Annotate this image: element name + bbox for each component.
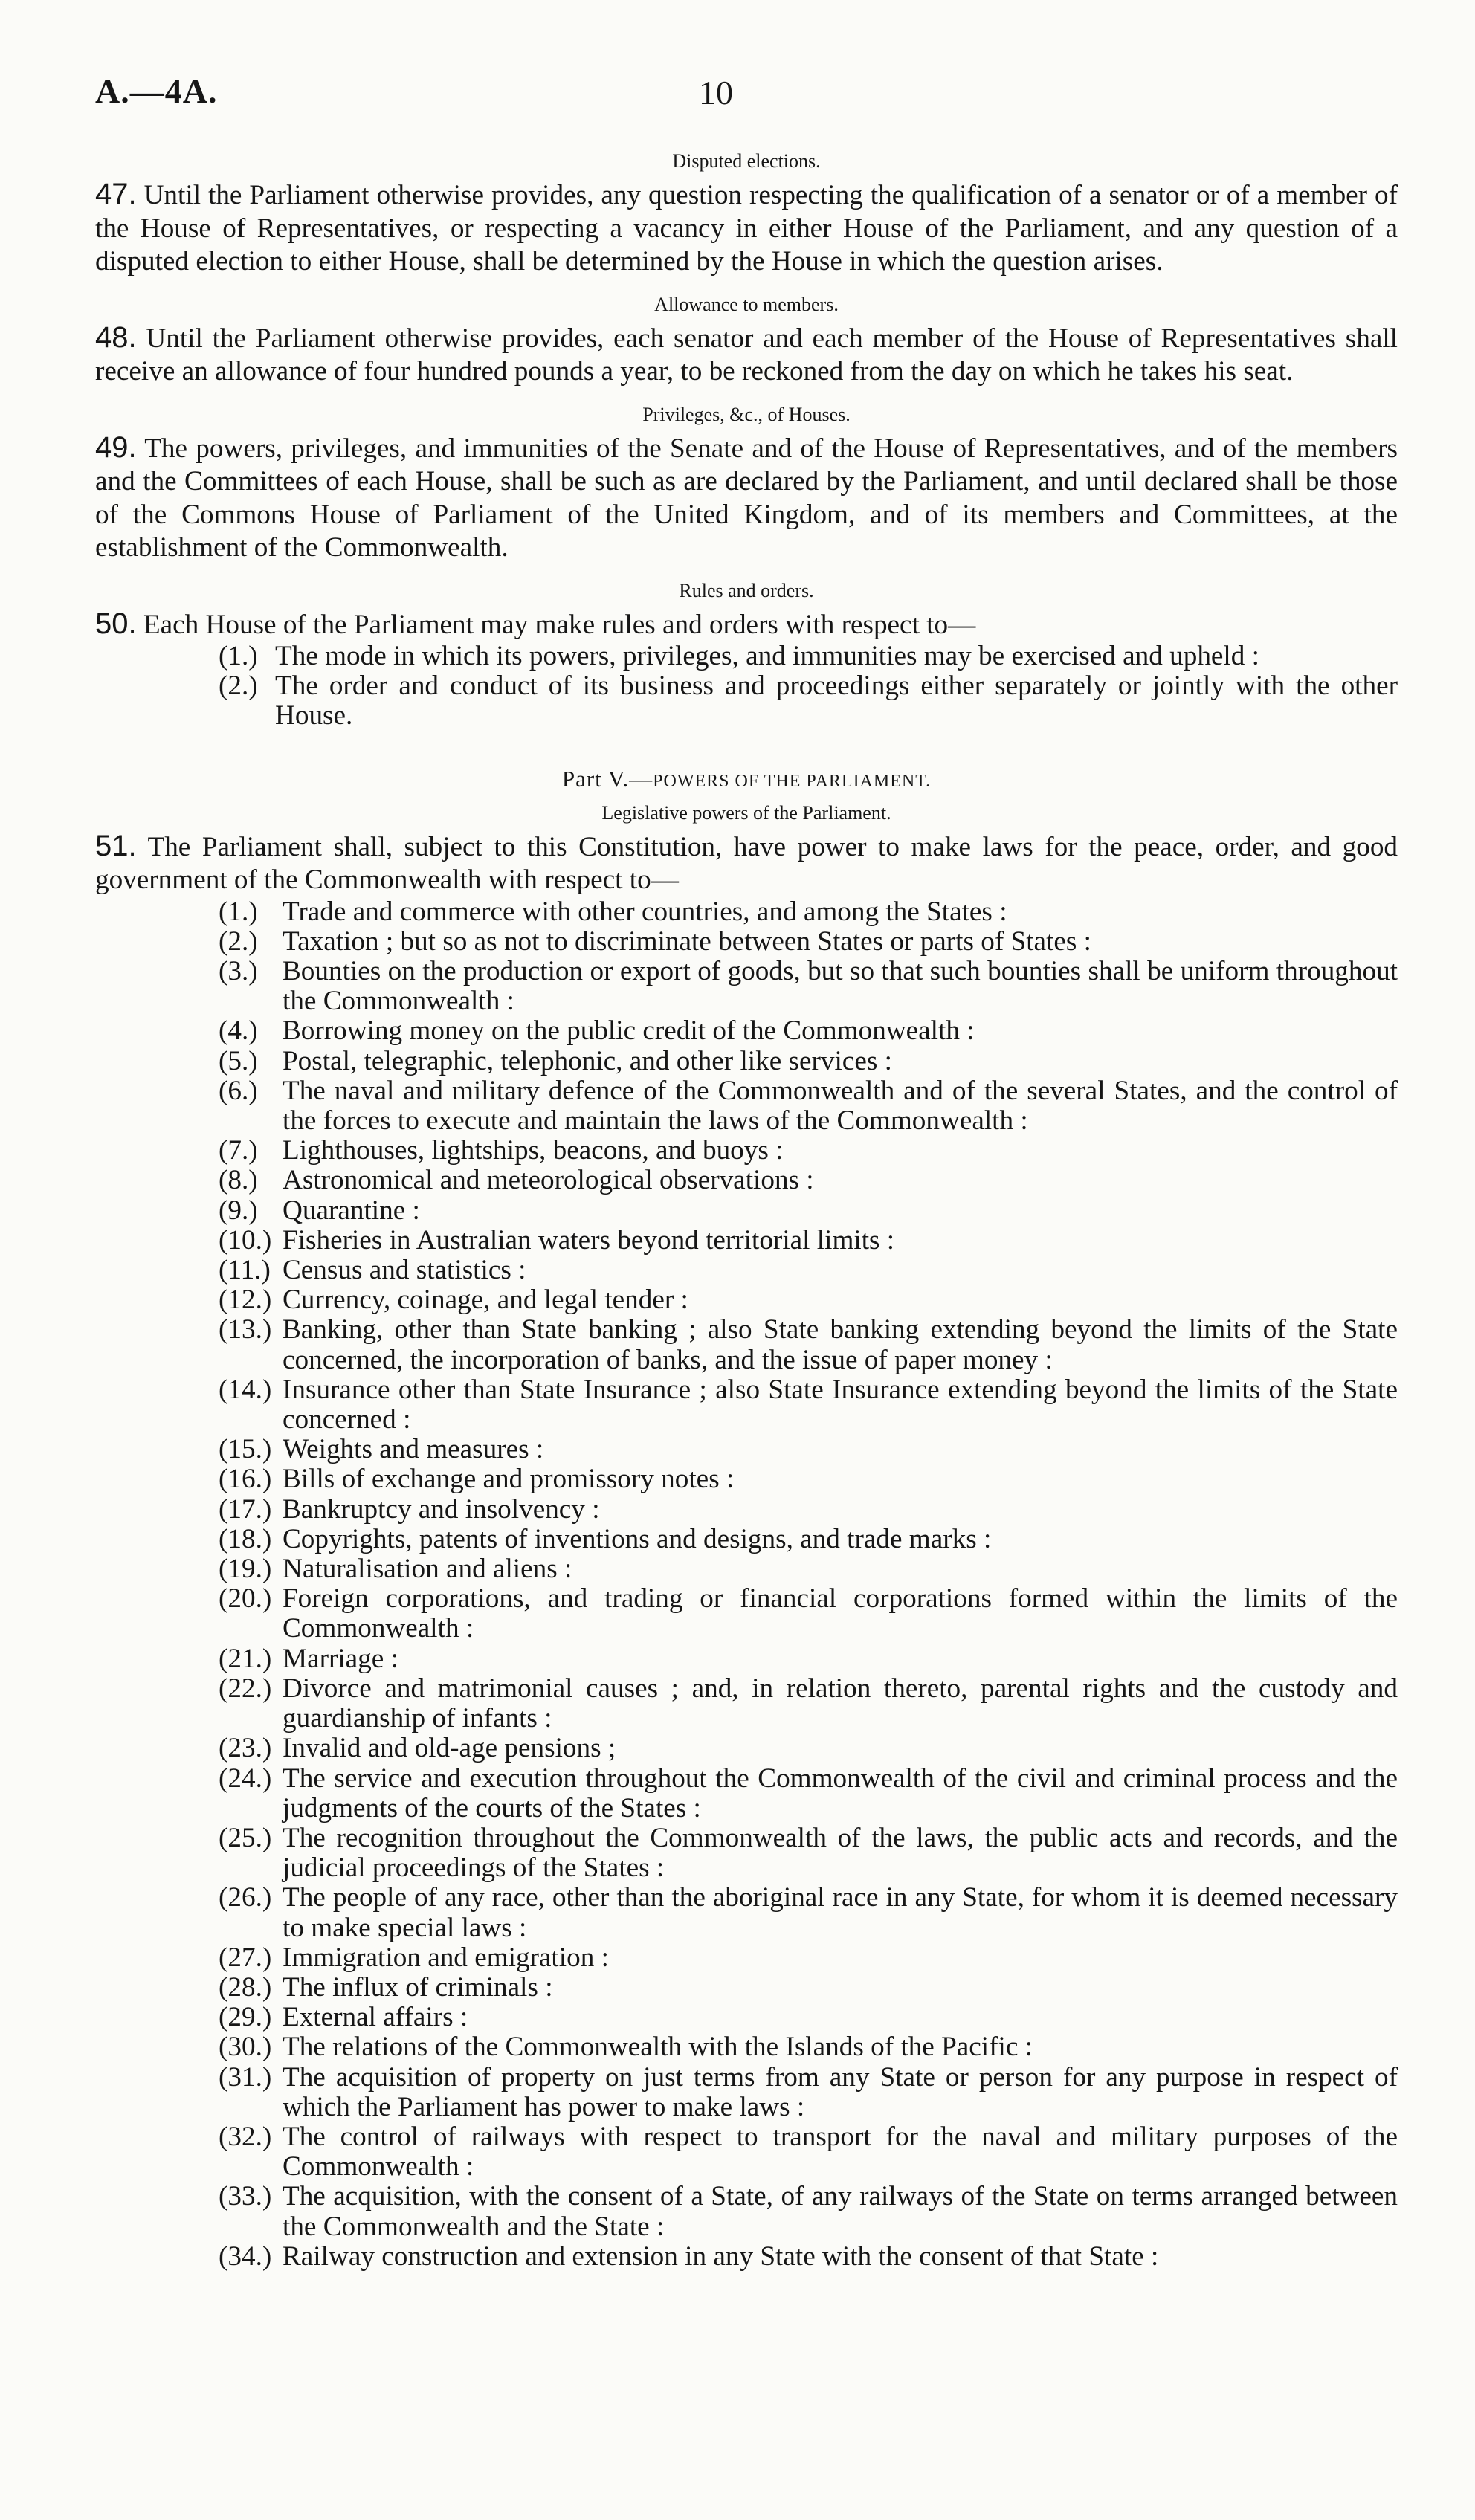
item-text: The acquisition, with the consent of a State, of any railways of the State on terms arranged between the Commonwealth and the State : [283,2181,1398,2242]
list-item [219,1584,1398,1644]
item-text: Currency, coinage, and legal tender : [283,1285,688,1316]
list-item [219,1196,1398,1226]
item-number: (26.) [219,1882,272,1913]
powers-list [219,897,1398,2272]
subsection-list [219,642,1398,731]
item-text: External affairs : [283,2002,468,2033]
part-title-prefix: Part V.— [561,765,653,792]
item-text: Divorce and matrimonial causes ; and, in relation thereto, parental rights and the custody and guardianship of infants : [283,1673,1398,1734]
list-item [219,1166,1398,1195]
item-text: The recognition throughout the Commonwealth of the laws, the public acts and records, and the judicial proceedings of the States : [283,1822,1398,1884]
list-item [219,1554,1398,1584]
section-paragraph [95,607,1398,642]
list-item [219,1047,1398,1076]
section-text: Until the Parliament otherwise provides, any question respecting the qualification of a senator or of a member of the House of Representatives, or respecting a vacancy in either House of the Parliament, and any question of a disputed election to either House, shall be determined by the House in which the question arises. [95,180,1398,277]
item-number: (32.) [219,2121,272,2152]
list-item [219,1435,1398,1464]
section-paragraph [95,830,1398,897]
item-number: (24.) [219,1763,272,1794]
item-number: (11.) [219,1255,271,1286]
item-number: (19.) [219,1554,272,1585]
item-number: (21.) [219,1643,272,1674]
item-text: Bills of exchange and promissory notes : [283,1464,735,1495]
item-number: (25.) [219,1822,272,1853]
section-heading: Disputed elections. [672,150,821,172]
document-reference: A.—4A. [95,72,218,110]
item-text: Fisheries in Australian waters beyond territorial limits : [283,1224,895,1256]
item-number: (2.) [219,671,258,702]
section-number: 48. [95,320,137,354]
section-number: 50. [95,607,137,640]
list-item [219,1943,1398,1973]
item-text: Foreign corporations, and trading or financial corporations formed within the limits of the Commonwealth : [283,1583,1398,1644]
item-number: (3.) [219,956,258,987]
item-text: Census and statistics : [283,1255,526,1286]
section-heading: Legislative powers of the Parliament. [601,801,891,824]
list-item [219,1644,1398,1674]
item-number: (1.) [219,641,258,671]
item-text: The people of any race, other than the aboriginal race in any State, for whom it is deemed necessary to make special laws : [283,1882,1398,1943]
list-item [219,1674,1398,1734]
section-text: The powers, privileges, and immunities of the Senate and of the House of Representatives, and of the members and the Committees of each House, shall be such as are declared by the Parliament, and until declared shall be those of the Commons House of Parliament of the United Kingdom, and of its members and Committees, at the establishment of the Commonwealth. [95,433,1398,563]
item-number: (31.) [219,2061,272,2093]
list-item [219,2063,1398,2122]
item-number: (27.) [219,1942,272,1973]
item-number: (18.) [219,1523,272,1554]
item-text: Weights and measures : [283,1434,544,1465]
list-item [219,671,1398,731]
list-item [219,1734,1398,1763]
item-text: Immigration and emigration : [283,1942,609,1973]
item-number: (12.) [219,1285,272,1316]
item-number: (14.) [219,1374,272,1405]
item-number: (8.) [219,1165,258,1196]
item-text: The acquisition of property on just terms from any State or person for any purpose in respect of which the Parliament has power to make laws : [283,2061,1398,2122]
section-paragraph [95,321,1398,389]
page-number: 10 [699,74,733,112]
list-item [219,1973,1398,2003]
item-text: Postal, telegraphic, telephonic, and other like services : [283,1045,892,1076]
item-number: (17.) [219,1493,272,1525]
part-title-rest: POWERS OF THE PARLIAMENT. [653,771,932,791]
item-number: (33.) [219,2181,272,2212]
section-heading: Allowance to members. [654,293,839,315]
list-item [219,1315,1398,1374]
item-text: Taxation ; but so as not to discriminate between States or parts of States : [283,925,1092,957]
item-number: (29.) [219,2002,272,2033]
section-number: 47. [95,178,137,210]
list-item [219,1136,1398,1166]
list-item [219,1883,1398,1942]
list-item [219,1823,1398,1883]
list-item [219,1764,1398,1823]
item-number: (20.) [219,1583,272,1615]
item-number: (9.) [219,1195,258,1226]
list-item [219,1375,1398,1435]
item-text: The naval and military defence of the Commonwealth and of the several States, and the control of the forces to execute and maintain the laws of the Commonwealth : [283,1075,1398,1137]
list-item [219,927,1398,957]
list-item [219,1495,1398,1525]
list-item [219,1076,1398,1136]
list-item [219,2182,1398,2241]
item-text: Copyrights, patents of inventions and designs, and trade marks : [283,1523,992,1554]
section-heading: Rules and orders. [679,579,814,601]
list-item [219,2242,1398,2272]
item-text: Banking, other than State banking ; also State banking extending beyond the limits of the State concerned, the incorporation of banks, and the issue of paper money : [283,1314,1398,1375]
item-number: (15.) [219,1434,272,1465]
item-number: (10.) [219,1224,272,1256]
item-text: Trade and commerce with other countries, and among the States : [283,896,1007,927]
item-text: The order and conduct of its business and proceedings either separately or jointly with the other House. [275,671,1398,731]
section-paragraph [95,178,1398,279]
list-item [219,2122,1398,2182]
item-number: (2.) [219,925,258,957]
item-number: (13.) [219,1314,272,1345]
item-text: The control of railways with respect to transport for the naval and military purposes of the Commonwealth : [283,2121,1398,2183]
item-text: Astronomical and meteorological observations : [283,1165,814,1196]
section-heading: Privileges, &c., of Houses. [642,403,851,425]
list-item [219,1226,1398,1256]
item-text: The relations of the Commonwealth with the Islands of the Pacific : [283,2032,1033,2063]
part-title [95,764,1398,796]
list-item [219,1285,1398,1315]
item-text: The service and execution throughout the Commonwealth of the civil and criminal process and the judgments of the courts of the States : [283,1763,1398,1823]
list-item [219,642,1398,671]
item-text: Marriage : [283,1643,398,1674]
item-number: (28.) [219,1971,272,2003]
section-text: Each House of the Parliament may make rules and orders with respect to— [143,609,976,640]
item-text: Bounties on the production or export of goods, but so that such bounties shall be uniform throughout the Commonwealth : [283,956,1398,1017]
item-number: (30.) [219,2032,272,2063]
item-number: (34.) [219,2240,272,2272]
list-item [219,897,1398,927]
item-number: (22.) [219,1673,272,1704]
section-number: 49. [95,430,137,464]
section-text: Until the Parliament otherwise provides, each senator and each member of the House of Representatives shall receive an allowance of four hundred pounds a year, to be reckoned from the day on which he takes his seat. [95,323,1398,387]
item-text: Lighthouses, lightships, beacons, and buoys : [283,1135,784,1166]
item-text: The mode in which its powers, privileges, and immunities may be exercised and upheld : [275,641,1259,671]
list-item [219,1525,1398,1554]
item-number: (6.) [219,1075,258,1106]
list-item [219,1464,1398,1494]
item-text: Insurance other than State Insurance ; also State Insurance extending beyond the limits of the State concerned : [283,1374,1398,1435]
list-item [219,2032,1398,2062]
section-text: The Parliament shall, subject to this Constitution, have power to make laws for the peace, order, and good government of the Commonwealth with respect to— [95,831,1398,896]
item-text: The influx of criminals : [283,1971,553,2003]
list-item [219,1016,1398,1046]
item-number: (16.) [219,1464,272,1495]
item-text: Railway construction and extension in any State with the consent of that State : [283,2240,1159,2272]
item-text: Invalid and old-age pensions ; [283,1733,616,1764]
item-number: (4.) [219,1015,258,1047]
section-paragraph [95,431,1398,565]
item-text: Quarantine : [283,1195,420,1226]
item-number: (1.) [219,896,258,927]
list-item [219,957,1398,1016]
list-item [219,1256,1398,1285]
item-number: (23.) [219,1733,272,1764]
list-item [219,2003,1398,2032]
item-text: Naturalisation and aliens : [283,1554,572,1585]
item-number: (5.) [219,1045,258,1076]
document-body [95,149,1398,2272]
item-number: (7.) [219,1135,258,1166]
item-text: Borrowing money on the public credit of the Commonwealth : [283,1015,975,1047]
section-number: 51. [95,829,137,862]
item-text: Bankruptcy and insolvency : [283,1493,600,1525]
